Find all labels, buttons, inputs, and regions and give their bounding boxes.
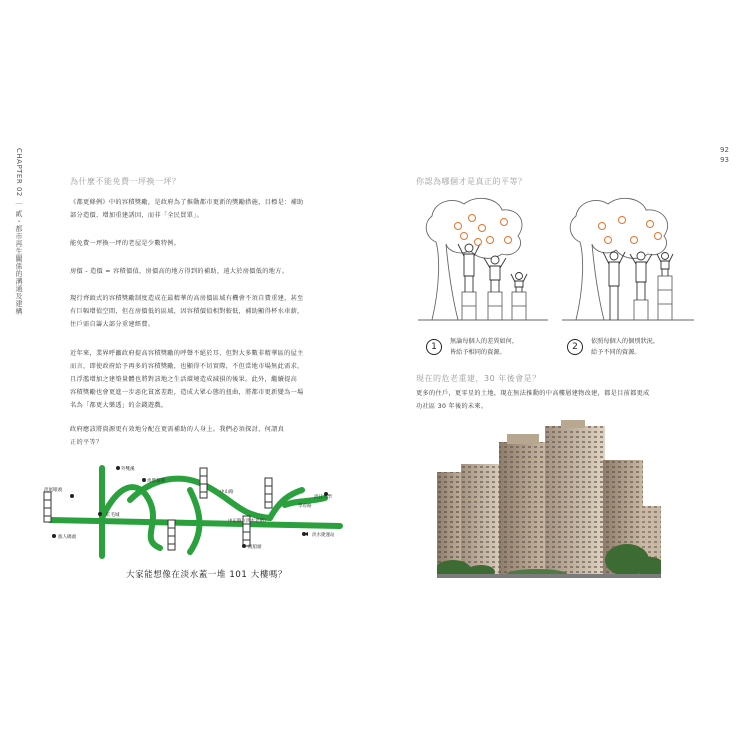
label-zhongzheng: 中正路（淡水老街）: [228, 519, 269, 524]
equality-illustration: [418, 196, 548, 324]
label-danjiang: 淡江大學: [314, 495, 332, 500]
item-2-line-1: 依照每個人的個別狀況，: [591, 338, 660, 345]
paragraph-6-line-1: 政府應該將資源更有效地分配在更需補助的人身上。我們必須探討，何謂真: [70, 426, 285, 433]
paragraph-3-line-1: 房價 - 造價 = 容積價值，房價高的地方得到的補助，遠大於房價低的地方。: [70, 268, 289, 275]
right-paragraph-line-2: 功社區 30 年後的未來。: [416, 403, 488, 410]
map-caption: 大家能想像在淡水蓋一堆 101 大樓嗎？: [126, 570, 288, 580]
item-2-text: [591, 336, 659, 358]
item-1-line-2: 皆給予相同的資源。: [450, 349, 506, 356]
running-head: CHAPTER 02 ｜ 貳・都市再生關係的溝通及建構: [15, 148, 23, 315]
label-yuanshan: 淡尾眼頭: [44, 488, 62, 493]
right-paragraph-line-1: 更多的住戶，更零星的土地，現在無法推動的中高樓層建物改建，都是目前都更成: [416, 390, 650, 397]
high-rise-buildings-photo: [437, 420, 661, 578]
paragraph-4: [70, 292, 304, 331]
label-hongmao: 紅毛城: [106, 513, 120, 518]
paragraph-5-line-4: 容積獎勵也會更進一步惡化貧富差距，造成大眾心態的扭曲，將都市更新變為一場: [70, 389, 304, 396]
left-heading: 為什麼不能免費一坪換一坪？: [70, 177, 181, 186]
label-zhongshan: 中山路: [220, 490, 234, 495]
building-tall-center: [545, 420, 605, 576]
paragraph-2-line-1: 能免費一坪換一坪的老屋是少數特例。: [70, 240, 181, 247]
item-number-1: 1: [426, 339, 442, 355]
tower-icon: [44, 492, 51, 522]
paragraph-6-line-2: 正的平等？: [70, 439, 103, 446]
building-tall-left: [499, 434, 547, 574]
item-number-2: 2: [567, 339, 583, 355]
paragraph-4-line-3: 住戶需自籌大部分重建經費。: [70, 321, 155, 328]
paragraph-5: [70, 347, 304, 412]
box-stack: [634, 300, 648, 320]
label-waishuang: 外雙溪: [121, 467, 135, 472]
fruit-icons: [455, 215, 512, 246]
paragraph-6: [70, 423, 284, 449]
tower-icon: [168, 520, 175, 550]
road-main: [50, 520, 340, 526]
paragraph-5-line-1: 近年來，業界呼籲政府提高容積獎勵的呼聲不絕於耳，但對大多數非精華區的屋主: [70, 350, 304, 357]
right-heading-equality: 你認為哪個才是真正的平等？: [416, 177, 527, 186]
tamsui-map: [40, 460, 350, 570]
page-number-right: 93: [720, 156, 729, 164]
item-1-line-1: 無論每個人的差異如何，: [450, 338, 519, 345]
paragraph-1: [70, 196, 304, 222]
label-duchuan: 渡船頭: [248, 545, 262, 550]
tree-outline: [570, 198, 667, 320]
tower-icon: [265, 478, 272, 508]
tower-icon: [200, 468, 207, 498]
equity-illustration: [562, 196, 694, 324]
item-2-line-2: 給予不同的資源。: [591, 349, 641, 356]
paragraph-4-line-1: 現行齊頭式的容積獎勵制度造成在最精華的高房價區域有機會不須自費重建，甚至: [70, 295, 304, 302]
page-number-left: 92: [720, 146, 729, 154]
building-left-mid: [461, 464, 505, 574]
paragraph-5-line-5: 名為「都更大樂透」的金錢遊戲。: [70, 402, 168, 409]
paragraph-5-line-2: 而言，即使政府給予再多的容積獎勵，也顯得不切實際，不但當地市場無此需求，: [70, 363, 304, 370]
label-yuren: 漁人碼頭: [58, 535, 76, 540]
item-1-text: [450, 336, 518, 358]
road-network: [50, 468, 340, 556]
right-paragraph: [416, 387, 650, 413]
label-mrt: 淡水捷運站: [312, 533, 335, 538]
people-figures: [603, 252, 673, 320]
paragraph-2: [70, 237, 180, 250]
paragraph-1-line-1: 《都更條例》中的容積獎勵，是政府為了推動都市更新的獎勵措施，目標是：補助: [70, 199, 304, 206]
label-xuefu: 學府路: [298, 504, 312, 509]
box-stack: [658, 276, 672, 320]
paragraph-3: [70, 265, 288, 278]
right-heading-reconstruction: 現在的危老重建，30 年後會是？: [416, 374, 541, 383]
paragraph-1-line-2: 部分造價、增加重建誘因，而非「全民買單」。: [70, 212, 204, 219]
paragraph-4-line-2: 有巨幅增值空間，但在房價低的區域，因容積價值相對較低，補助顯得杯水車薪，: [70, 308, 304, 315]
paragraph-5-line-3: 且浮濫增加之建築量體也將對該地之生活環境造成減損的後果。此外，繼續提高: [70, 376, 298, 383]
fruit-icons: [599, 217, 662, 244]
label-fujun: 馬偕墓園: [147, 479, 165, 484]
